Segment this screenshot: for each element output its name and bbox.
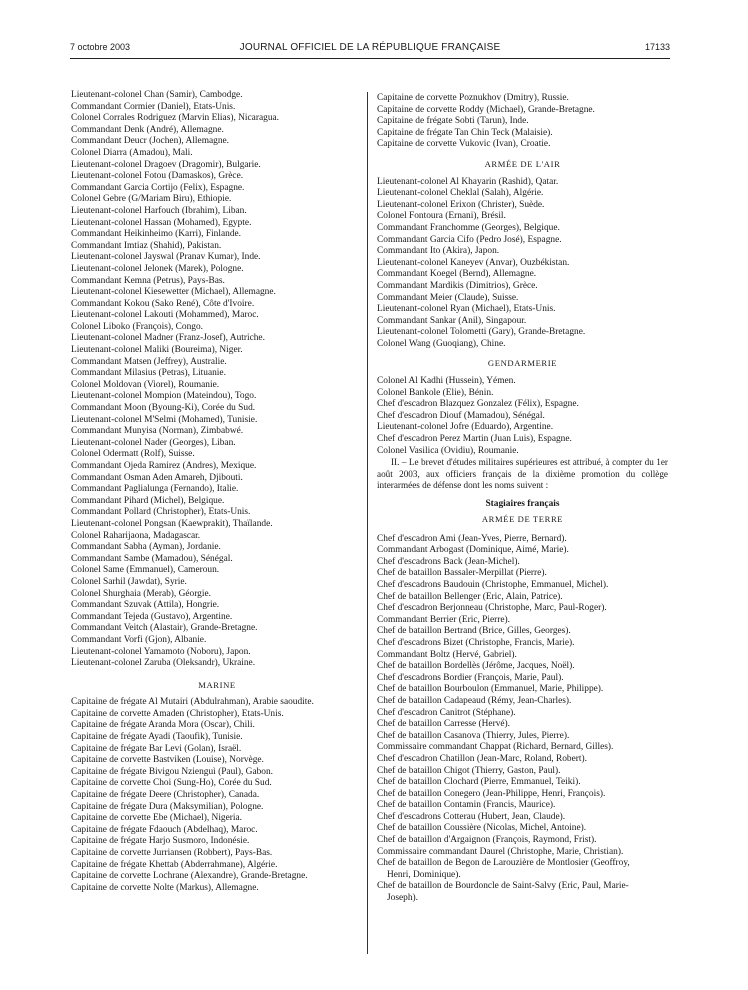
list-item: Commandant Matsen (Jeffrey), Australie. <box>71 356 227 367</box>
list-item: Capitaine de frégate Khettab (Abderrahmane), Algérie. <box>71 859 278 870</box>
list-item: Capitaine de corvette Choi (Sung-Ho), Corée du Sud. <box>71 778 272 789</box>
marine-officer-list <box>71 697 363 894</box>
list-item: Chef de bataillon Conegero (Jean-Philippe, Henri, François). <box>377 788 606 799</box>
list-item: Capitaine de frégate Bivigou Nzienguì (Paul), Gabon. <box>71 766 274 777</box>
list-item: Chef d'escadron Berjonneau (Christophe, Marc, Paul-Roger). <box>377 603 607 614</box>
list-item: Capitaine de frégate Harjo Susmoro, Indonésie. <box>71 836 250 847</box>
list-item: Commandant Sambe (Mamadou), Sénégal. <box>71 553 233 564</box>
list-item: Capitaine de frégate Deere (Christopher), Canada. <box>71 790 260 801</box>
page-header <box>70 42 670 56</box>
list-item: Chef de bataillon Bertrand (Brice, Gilles, Georges). <box>377 626 571 637</box>
list-item: Lieutenant-colonel Yamamoto (Noboru), Japon. <box>71 646 251 657</box>
armee-de-terre-list <box>377 534 668 905</box>
list-item: Commandant Munyisa (Norman), Zimbabwé. <box>71 426 244 437</box>
journal-title: JOURNAL OFFICIEL DE LA RÉPUBLIQUE FRANÇAISE <box>239 42 501 53</box>
list-item: Chef d'escadron Perez Martin (Juan Luis), Espagne. <box>377 434 572 445</box>
list-item: Commandant Heikinheimo (Karri), Finlande. <box>71 229 242 240</box>
left-officer-list <box>71 90 363 670</box>
section-heading-gendarmerie: GENDARMERIE <box>487 358 558 369</box>
list-item: Commandant Denk (André), Allemagne. <box>71 124 224 135</box>
list-item: Commandant Milasius (Petras), Lituanie. <box>71 368 226 379</box>
list-item: Commandant Arbogast (Dominique, Aimé, Marie). <box>377 545 569 556</box>
list-item: Colonel Shurghaia (Merab), Géorgie. <box>71 588 211 599</box>
marine-continued-list <box>377 93 668 151</box>
list-item: Chef de bataillon Cadapeaud (Rémy, Jean-Charles). <box>377 695 572 706</box>
list-item: Chef de bataillon Chigot (Thierry, Gaston, Paul). <box>377 765 561 776</box>
list-item: Colonel Same (Emmanuel), Cameroun. <box>71 565 220 576</box>
list-item: Colonel Raharijaona, Madagascar. <box>71 530 201 541</box>
list-item: Lieutenant-colonel Kaneyev (Anvar), Ouzbékistan. <box>377 257 570 268</box>
list-item: Capitaine de corvette Amaden (Christopher), Etats-Unis. <box>71 708 284 719</box>
list-item: Commandant Vorfi (Gjon), Albanie. <box>71 634 207 645</box>
list-item: Lieutenant-colonel Nader (Georges), Liban. <box>71 437 236 448</box>
list-item: Chef d'escadrons Back (Jean-Michel). <box>377 556 520 567</box>
list-item: Commandant Osman Aden Amareh, Djibouti. <box>71 472 243 483</box>
list-item: Capitaine de corvette Nolte (Markus), Allemagne. <box>71 882 259 893</box>
list-item: Colonel Moldovan (Viorel), Roumanie. <box>71 379 220 390</box>
list-item: Capitaine de corvette Bastviken (Louise), Norvège. <box>71 755 264 766</box>
list-item: Commandant Garcia Cifo (Pedro José), Espagne. <box>377 234 562 245</box>
list-item: Chef de bataillon Carresse (Hervé). <box>377 719 511 730</box>
column-divider <box>367 92 368 954</box>
list-item: Chef d'escadron Canitrot (Stéphane). <box>377 707 516 718</box>
list-item: Colonel Liboko (François), Congo. <box>71 321 204 332</box>
section-heading-air: ARMÉE DE L'AIR <box>484 158 561 169</box>
list-item: Colonel Sarhil (Jawdat), Syrie. <box>71 576 187 587</box>
list-item: Commandant Ojeda Ramirez (Andres), Mexique. <box>71 461 257 471</box>
list-item: Capitaine de frégate Bar Levi (Golan), Israël. <box>71 743 242 754</box>
list-item: Commandant Cormier (Daniel), Etats-Unis. <box>71 101 236 112</box>
list-item: Lieutenant-colonel Kiesewetter (Michael), Allemagne. <box>71 287 276 298</box>
list-item: Lieutenant-colonel Mompion (Mateindou), Togo. <box>71 391 257 402</box>
list-item: Lieutenant-colonel Maliki (Boureima), Niger. <box>71 345 243 356</box>
list-item: Capitaine de frégate Tan Chin Teck (Malaisie). <box>377 127 553 138</box>
list-item: Capitaine de corvette Lochrane (Alexandre), Grande-Bretagne. <box>71 871 308 882</box>
list-item: Lieutenant-colonel Jayswal (Pranav Kumar), Inde. <box>71 252 261 263</box>
gendarmerie-officer-list <box>377 376 668 457</box>
list-item: Commandant Sankar (Anil), Singapour. <box>377 315 527 326</box>
list-item: Colonel Diarra (Amadou), Mali. <box>71 147 193 158</box>
air-officer-list <box>377 177 668 351</box>
list-item: Chef d'escadrons Cotterau (Hubert, Jean, Claude). <box>377 811 566 822</box>
list-item: Colonel Wang (Guoqiang), Chine. <box>377 338 506 349</box>
list-item: Lieutenant-colonel Fotou (Damaskos), Grèce. <box>71 171 244 182</box>
list-item: Chef de bataillon de Begon de Larouzière de Montlosier (Geoffroy, <box>377 858 630 869</box>
list-item: Lieutenant-colonel Zaruba (Oleksandr), Ukraine. <box>71 658 256 669</box>
list-item: Lieutenant-colonel Madner (Franz-Josef), Autriche. <box>71 333 265 344</box>
list-item: Lieutenant-colonel Tolometti (Gary), Grande-Bretagne. <box>377 327 586 338</box>
page-number: 17133 <box>644 42 670 52</box>
list-item: Lieutenant-colonel Chan (Samir), Cambodge. <box>71 90 243 100</box>
list-item: Colonel Al Kadhi (Hussein), Yémen. <box>377 376 516 387</box>
list-item: Joseph). <box>387 893 418 904</box>
list-item: Commandant Ito (Akira), Japon. <box>377 246 500 257</box>
list-item: Commandant Boltz (Hervé, Gabriel). <box>377 649 517 660</box>
list-item: Colonel Odermatt (Rolf), Suisse. <box>71 449 195 460</box>
list-item: Commandant Koegel (Bernd), Allemagne. <box>377 269 537 280</box>
list-item: Lieutenant-colonel Dragoev (Dragomir), Bulgarie. <box>71 159 261 170</box>
list-item: Capitaine de corvette Jurriansen (Robbert), Pays-Bas. <box>71 848 273 858</box>
list-item: Lieutenant-colonel Lakouti (Mohammed), Maroc. <box>71 310 259 321</box>
list-item: Commandant Kokou (Sako René), Côte d'Ivoire. <box>71 298 255 309</box>
list-item: Chef de bataillon Coussière (Nicolas, Michel, Antoine). <box>377 823 587 834</box>
list-item: Lieutenant-colonel Al Khayarin (Rashid), Qatar. <box>377 176 559 187</box>
list-item: Lieutenant-colonel Hassan (Mohamed), Egypte. <box>71 217 252 228</box>
list-item: Capitaine de corvette Poznukhov (Dmitry), Russie. <box>377 93 569 103</box>
list-item: Commandant Paglialunga (Fernando), Italie. <box>71 484 239 495</box>
list-item: Commandant Pihard (Michel), Belgique. <box>71 495 225 506</box>
list-item: Chef d'escadron Blazquez Gonzalez (Félix), Espagne. <box>377 399 579 410</box>
list-item: Commandant Veitch (Alastair), Grande-Bretagne. <box>71 623 258 634</box>
list-item: Chef de bataillon Bourboulon (Emmanuel, Marie, Philippe). <box>377 684 604 695</box>
right-column <box>377 93 668 905</box>
list-item: Capitaine de frégate Sobti (Tarun), Inde. <box>377 116 529 127</box>
list-item: Lieutenant-colonel Ryan (Michael), Etats-Unis. <box>377 304 556 315</box>
list-item: Commandant Sabha (Ayman), Jordanie. <box>71 542 221 553</box>
header-date: 7 octobre 2003 <box>70 42 131 52</box>
list-item: Chef de bataillon Bassaler-Merpillat (Pierre). <box>377 568 547 579</box>
list-item: Commandant Pollard (Christopher), Etats-Unis. <box>71 507 251 518</box>
list-item: Lieutenant-colonel M'Selmi (Mohamed), Tunisie. <box>71 414 258 425</box>
list-item: Chef d'escadrons Bizet (Christophe, Francis, Marie). <box>377 637 575 648</box>
section-heading-armee-de-terre: ARMÉE DE TERRE <box>481 514 564 525</box>
list-item: Chef d'escadron Ami (Jean-Yves, Pierre, Bernard). <box>377 533 567 544</box>
list-item: Commandant Mardikis (Dimitrios), Grèce. <box>377 280 538 291</box>
list-item: Lieutenant-colonel Harfouch (Ibrahim), Liban. <box>71 205 247 216</box>
list-item: Chef de bataillon d'Argaignon (François, Raymond, Frist). <box>377 835 597 846</box>
list-item: Chef de bataillon Bordellès (Jérôme, Jacques, Noël). <box>377 661 575 672</box>
list-item: Colonel Fontoura (Ernani), Brésil. <box>377 211 506 222</box>
list-item: Colonel Corrales Rodriguez (Marvin Elias), Nicaragua. <box>71 113 280 124</box>
list-item: Capitaine de corvette Ebe (Michael), Nigeria. <box>71 813 243 824</box>
list-item: Capitaine de frégate Fdaouch (Abdelhaq), Maroc. <box>71 824 258 835</box>
list-item: Chef de bataillon Casanova (Thierry, Jules, Pierre). <box>377 730 570 741</box>
list-item: Capitaine de frégate Dura (Maksymilian), Pologne. <box>71 801 264 812</box>
list-item: Commandant Kemna (Petrus), Pays-Bas. <box>71 275 225 286</box>
section-heading-marine: MARINE <box>198 679 236 690</box>
list-item: Commandant Franchomme (Georges), Belgique. <box>377 222 560 233</box>
list-item: Chef d'escadron Diouf (Mamadou), Sénégal. <box>377 410 545 421</box>
subheading-stagiaires: Stagiaires français <box>485 499 560 510</box>
header-rule <box>70 58 670 59</box>
list-item: Colonel Bankole (Elie), Bénin. <box>377 387 494 398</box>
list-item: Henri, Dominique). <box>387 869 461 880</box>
list-item: Chef d'escadrons Bordier (François, Marie, Paul). <box>377 672 564 683</box>
list-item: Lieutenant-colonel Pongsan (Kaewprakit), Thaïlande. <box>71 518 273 529</box>
list-item: Lieutenant-colonel Cheklal (Salah), Algérie. <box>377 188 544 199</box>
list-item: Commandant Meier (Claude), Suisse. <box>377 292 519 303</box>
list-item: Capitaine de corvette Roddy (Michael), Grande-Bretagne. <box>377 104 595 115</box>
list-item: Chef de bataillon Clochard (Pierre, Emmanuel, Teiki). <box>377 777 581 788</box>
list-item: Commandant Imtiaz (Shahid), Pakistan. <box>71 240 222 251</box>
list-item: Chef de bataillon Contamin (Francis, Maurice). <box>377 800 556 811</box>
list-item: Chef de bataillon Bellenger (Eric, Alain, Patrice). <box>377 591 563 602</box>
list-item: Capitaine de frégate Ayadi (Taoufik), Tunisie. <box>71 732 243 743</box>
list-item: Lieutenant-colonel Jofre (Eduardo), Argentine. <box>377 422 554 433</box>
list-item: Commandant Berrier (Eric, Pierre). <box>377 614 511 625</box>
list-item: Commandant Garcia Cortijo (Felix), Espagne. <box>71 182 245 193</box>
list-item: Capitaine de corvette Vukovic (Ivan), Croatie. <box>377 139 551 150</box>
left-column <box>71 90 363 894</box>
list-item: Capitaine de frégate Al Mutairi (Abdulrahman), Arabie saoudite. <box>71 697 314 708</box>
list-item: Colonel Vasilica (Ovidiu), Roumanie. <box>377 445 519 456</box>
list-item: Capitaine de frégate Aranda Mora (Oscar), Chili. <box>71 720 255 731</box>
list-item: Chef d'escadron Chatillon (Jean-Marc, Roland, Robert). <box>377 753 587 764</box>
list-item: Commandant Tejeda (Gustavo), Argentine. <box>71 611 233 622</box>
decree-paragraph: II. – Le brevet d'études militaires supérieures est attribué, à compter du 1er août 2003, aux officiers français de la dixième promotion du collège interarmées de défense dont les noms suivent : <box>377 457 668 491</box>
list-item: Lieutenant-colonel Jelonek (Marek), Pologne. <box>71 263 244 274</box>
list-item: Lieutenant-colonel Erixon (Christer), Suède. <box>377 199 545 210</box>
list-item: Colonel Gebre (G/Mariam Biru), Ethiopie. <box>71 194 232 205</box>
list-item: Commandant Szuvak (Attila), Hongrie. <box>71 600 220 611</box>
list-item: Chef d'escadrons Baudouin (Christophe, Emmanuel, Michel). <box>377 580 609 590</box>
list-item: Chef de bataillon de Bourdoncle de Saint-Salvy (Eric, Paul, Marie- <box>377 881 629 892</box>
list-item: Commandant Moon (Byoung-Ki), Corée du Sud. <box>71 403 256 414</box>
list-item: Commandant Deucr (Jochen), Allemagne. <box>71 136 230 147</box>
list-item: Commissaire commandant Chappat (Richard, Bernard, Gilles). <box>377 742 614 753</box>
list-item: Commissaire commandant Daurel (Christophe, Marie, Christian). <box>377 846 624 857</box>
